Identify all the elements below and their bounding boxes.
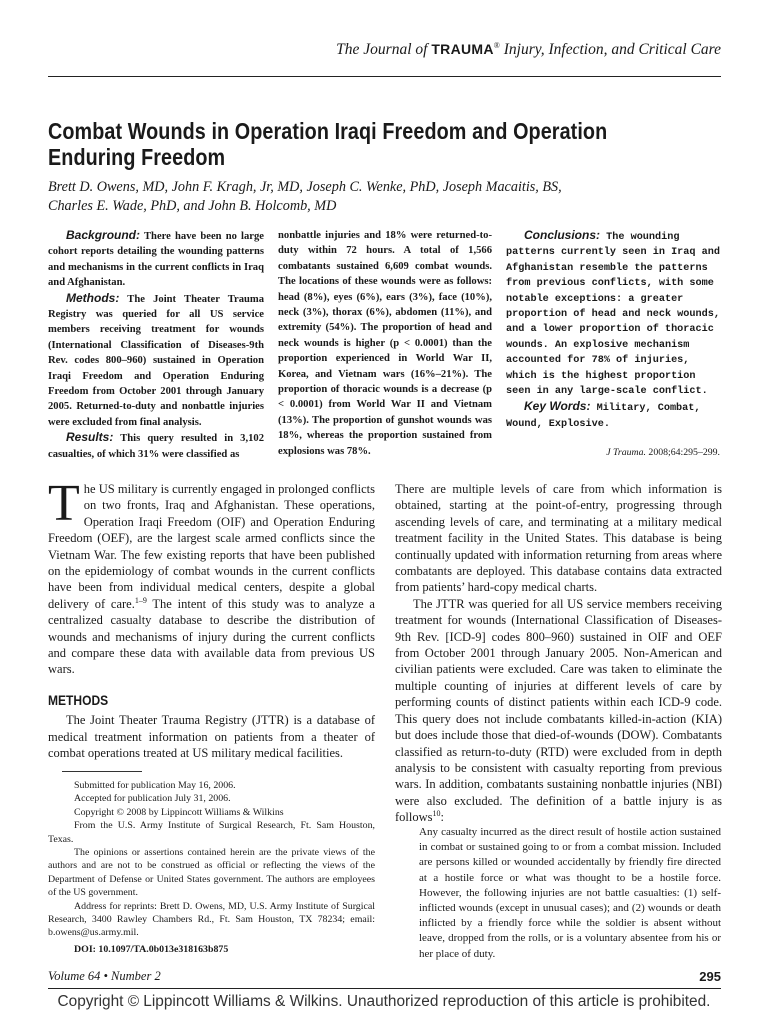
citation-journal: J Trauma. (606, 447, 646, 458)
right-paragraph-2-end: : (440, 810, 444, 825)
citation (606, 447, 720, 458)
abstract-column-1 (48, 228, 264, 462)
right-paragraph-2-text: The JTTR was queried for all US service members receiving treatment for wounds (International Classification of Diseases-9th Rev. [ICD-9] codes 800–960) sustained in OIF and OEF from October 2001 through January 2005. Non-American and civilian patients were excluded. Care was taken to eliminate the multiple counting of injuries at different levels of care by performing counts of distinct patients within each ICD-9 code. This query does not include combatants killed-in-action (KIA) but does include those that died-of-wounds (DOW). Combatants classified as return-to-duty (RTD) were excluded from in depth analysis to be consistent with casualty reporting from previous wars. In addition, combatants sustaining nonbattle injuries (NBI) were also excluded. The definition of a battle injury is as follows (395, 596, 722, 825)
fn-address: Address for reprints: Brett D. Owens, MD, U.S. Army Institute of Surgical Research, 3400 Rawley Chambers Rd., Ft. Sam Houston, TX 78234; email: b.owens@us.army.mil. (48, 900, 375, 939)
intro-text-b: The intent of this study was to analyze a centralized casualty database to describe the distribution of wounds and mechanisms of injury during the current conflicts and compare these data with available data from previous US wars. (48, 596, 375, 677)
right-paragraph-1: There are multiple levels of care from which information is obtained, starting at the point-of-entry, progressing through ascending levels of care, and terminating at a military medical treatment facility in the United States. This database is being continually updated with information returning from areas where combatants are deployed. This database contains data extracted from patients’ hard-copy medical charts. (395, 482, 722, 595)
citation-details: 2008;64:295–299. (645, 447, 720, 458)
results-text-part2: nonbattle injuries and 18% were returned-to-duty within 72 hours. A total of 1,566 combatants sustained 6,609 combat wounds. The locations of these wounds were as follows: head (8%), eyes (6%), ears (3%), face (10%), neck (3%), thorax (6%), abdomen (11%), and extremity (54%). The proportion of head and neck wounds is higher (p < 0.0001) than the proportion experienced in World War II, Korea, and Vietnam wars (16%–21%). The proportion of thoracic wounds is a decrease (p < 0.0001) from World War II and Vietnam (13%). The proportion of gunshot wounds was 18%, whereas the proportion sustained from explosions was 78%. (278, 230, 492, 457)
battle-injury-definition-quote: Any casualty incurred as the direct result of hostile action sustained in combat or sustained going to or from a combat mission. Included are persons killed or wounded accidentally by friendly fire directed at a hostile force or what was thought to be a hostile force. However, the following injuries are not battle casualties: (1) self-inflicted wounds (except in unusual cases); and (2) wounds or death inflicted by a friendly force while the soldier is absent without leave, dropped from the rolls, or is a voluntary absentee from his or her place of duty. (419, 826, 721, 960)
intro-text-a: he US military is currently engaged in prolonged conflicts on two fronts, Iraq and Afghanistan. These operations, Operation Iraqi Freedom (OIF) and Operation Enduring Freedom (OEF), are the largest scale armed conflicts since the Vietnam War. The few existing reports that have been published on the epidemiology of combat wounds in the current conflicts have been from individual medical centers, despite a global delivery of care. (48, 482, 375, 611)
abstract-column-3 (506, 228, 722, 432)
results-label: Results: (66, 430, 114, 445)
fn-opinions: The opinions or assertions contained herein are the private views of the authors and are not to be construed as official or reflecting the views of the Department of Defense or United States government. The authors are employees of the US government. (48, 847, 375, 899)
methods-text: The Joint Theater Trauma Registry was queried for all US service members receiving treatment for wounds (International Classification of Diseases-9th Rev. codes 800–960) sustained in Operation Iraqi Freedom and Operation Enduring Freedom from October 2001 through January 2005. Returned-to-duty and nonbattle injuries were excluded from final analysis. (48, 293, 264, 428)
background-text: There have been no large cohort reports detailing the wounding patterns and mechanisms in the current conflicts in Iraq and Afghanistan. (48, 231, 264, 289)
drop-cap: T (48, 475, 80, 532)
footnote-rule (62, 771, 142, 772)
right-paragraph-2 (395, 596, 722, 826)
abstract-column-2 (278, 228, 492, 459)
page-number: 295 (699, 969, 721, 984)
fn-doi: DOI: 10.1097/TA.0b013e318163b875 (74, 943, 229, 955)
keywords-text: Military, Combat, Wound, Explosive. (506, 403, 701, 430)
keywords-label: Key Words: (524, 399, 591, 414)
fn-accepted: Accepted for publication July 31, 2006. (74, 793, 231, 805)
volume-number: Volume 64 • Number 2 (48, 969, 161, 983)
footer-rule (48, 988, 721, 989)
conclusions-text: The wounding patterns currently seen in Iraq and Afghanistan resemble the patterns from previous conflicts, with some notable exceptions: a greater proportion of head and neck wounds, and a lower proportion of thoracic wounds. An explosive mechanism accounted for 78% of injuries, which is the highest proportion seen in any large-scale conflict. (506, 232, 720, 398)
fn-copyright: Copyright © 2008 by Lippincott Williams & Wilkins (74, 806, 284, 818)
authors-line-1: Brett D. Owens, MD, John F. Kragh, Jr, MD, Joseph C. Wenke, PhD, Joseph Macaitis, BS, (48, 179, 562, 195)
article-title: Combat Wounds in Operation Iraqi Freedom and Operation Enduring Freedom (48, 118, 608, 170)
footnotes (48, 779, 375, 956)
fn-from: From the U.S. Army Institute of Surgical Research, Ft. Sam Houston, Texas. (48, 820, 375, 845)
journal-header (336, 41, 721, 59)
intro-paragraph (48, 475, 375, 678)
right-paragraph-2-ref: 10 (432, 808, 441, 818)
journal-suffix: Injury, Infection, and Critical Care (499, 41, 721, 59)
body-left-column (48, 475, 375, 762)
methods-heading: METHODS (48, 691, 109, 708)
fn-submitted: Submitted for publication May 16, 2006. (74, 780, 236, 791)
conclusions-label: Conclusions: (524, 228, 601, 242)
header-rule (48, 76, 721, 77)
methods-label: Methods: (66, 290, 120, 305)
background-label: Background: (66, 228, 141, 242)
intro-ref: 1–9 (134, 595, 147, 605)
results-text-part1: This query resulted in 3,102 casualties, of which 31% were classified as (48, 433, 264, 460)
journal-prefix: The Journal of (336, 41, 432, 59)
body-right-column (395, 481, 722, 826)
authors-line-2: Charles E. Wade, PhD, and John B. Holcomb, MD (48, 198, 337, 214)
registered-mark: ® (493, 41, 500, 50)
author-list (48, 178, 728, 216)
methods-paragraph: The Joint Theater Trauma Registry (JTTR) is a database of medical treatment information on patients from a theater of combat operations treated at US military medical facilities. (48, 713, 375, 761)
journal-name: TRAUMA (431, 41, 494, 58)
copyright-banner: Copyright © Lippincott Williams & Wilkins. Unauthorized reproduction of this article is prohibited. (57, 993, 711, 1010)
